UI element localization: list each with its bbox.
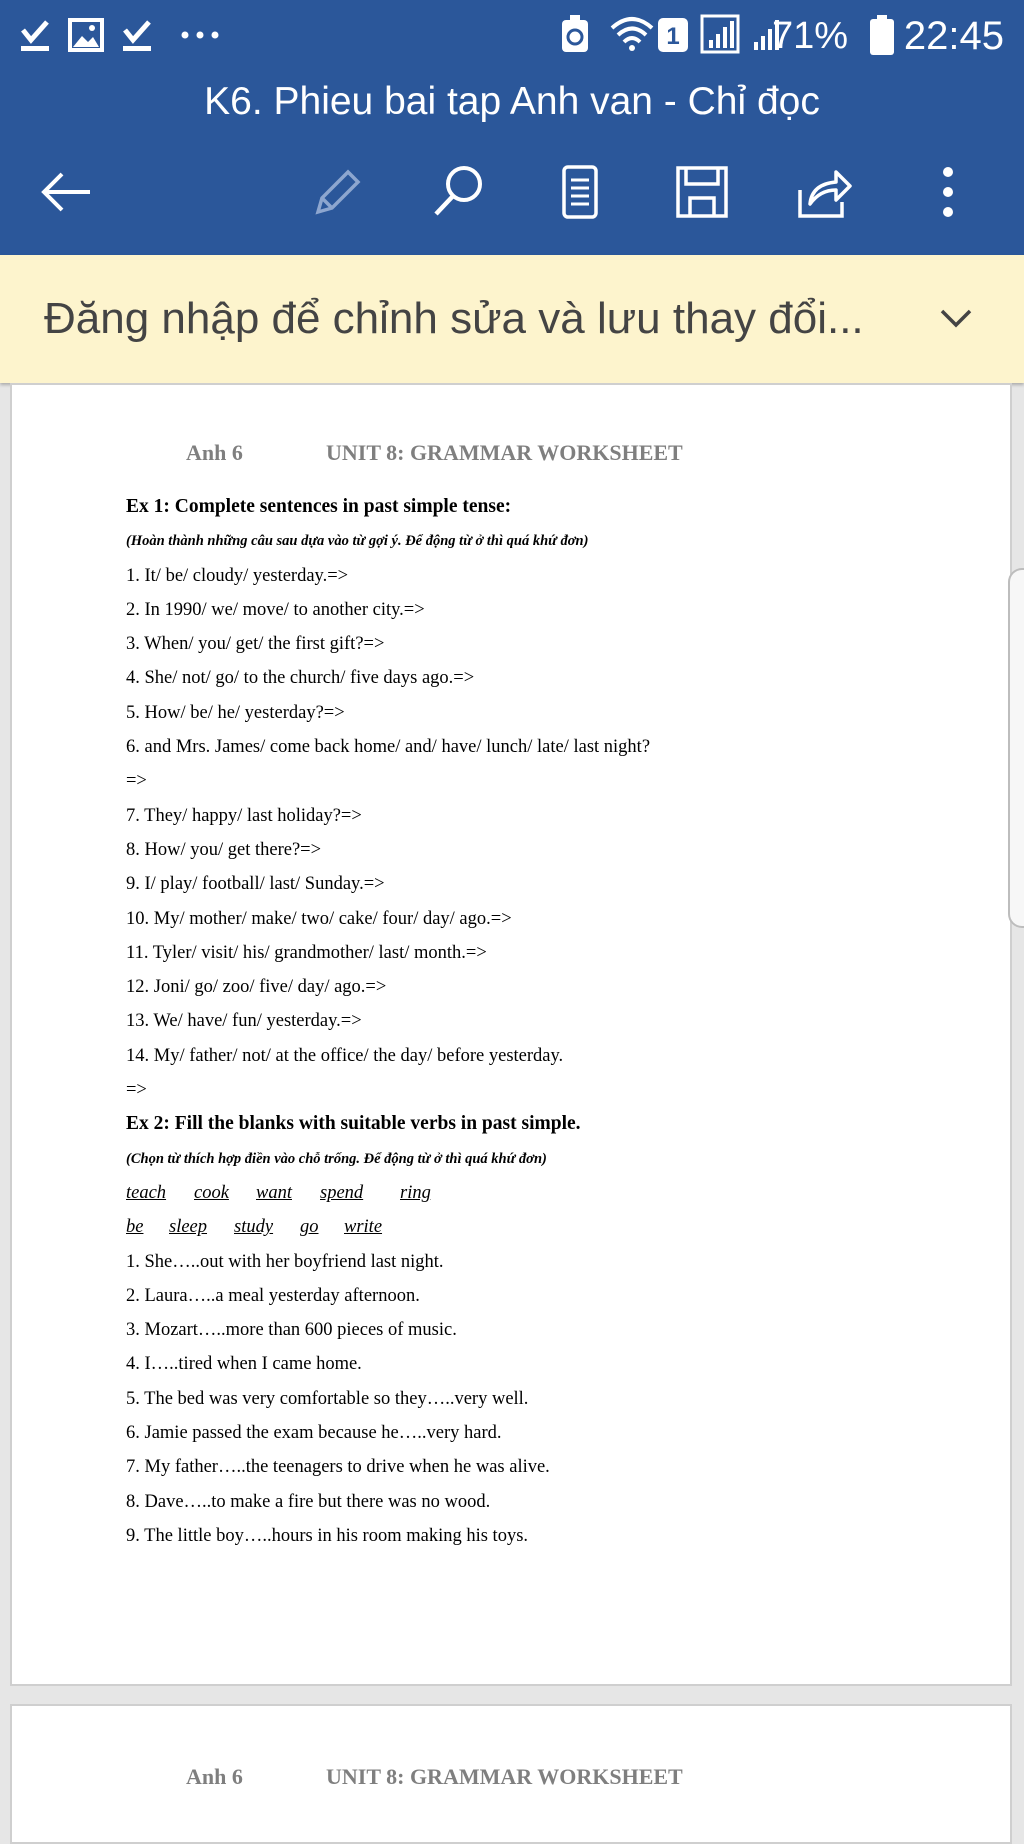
download-icon	[18, 18, 52, 54]
ex1-item: 13. We/ have/ fun/ yesterday.=>	[126, 1011, 362, 1032]
document-body	[126, 490, 986, 1553]
download-icon	[120, 18, 154, 54]
page-header-title: UNIT 8: GRAMMAR WORKSHEET	[326, 440, 683, 465]
ex2-item: 1. She…..out with her boyfriend last night.	[126, 1251, 444, 1272]
ex1-subtitle: (Hoàn thành những câu sau dựa vào từ gợi ý. Để động từ ở thì quá khứ đơn)	[126, 533, 589, 550]
word-bank-item: spend	[320, 1182, 364, 1203]
gallery-icon	[68, 18, 104, 52]
word-bank-item: teach	[126, 1182, 167, 1203]
edit-button[interactable]	[300, 156, 372, 228]
word-bank-item: go	[300, 1217, 319, 1238]
word-bank-item: study	[234, 1217, 274, 1238]
page-header-title: UNIT 8: GRAMMAR WORKSHEET	[326, 1764, 683, 1789]
battery-icon	[868, 14, 896, 56]
ex2-item: 7. My father…..the teenagers to drive when he was alive.	[126, 1457, 550, 1478]
ex1-item: 9. I/ play/ football/ last/ Sunday.=>	[126, 874, 385, 895]
save-button[interactable]	[666, 156, 738, 228]
page-header-left: Anh 6	[186, 1764, 243, 1789]
ex1-item: 5. How/ be/ he/ yesterday?=>	[126, 702, 345, 723]
ex1-item: 8. How/ you/ get there?=>	[126, 839, 322, 860]
ex2-item: 5. The bed was very comfortable so they…..very well.	[126, 1388, 529, 1409]
ex2-item: 6. Jamie passed the exam because he…..very hard.	[126, 1423, 502, 1444]
pencil-icon	[308, 164, 364, 220]
share-button[interactable]	[788, 156, 860, 228]
word-bank-item: ring	[400, 1182, 431, 1203]
ex2-item: 4. I…..tired when I came home.	[126, 1354, 362, 1375]
ex1-item: 7. They/ happy/ last holiday?=>	[126, 805, 362, 826]
document-page-2	[10, 1704, 1012, 1844]
ex1-item: =>	[126, 771, 147, 792]
recycle-icon	[560, 14, 590, 54]
word-bank-row	[126, 1176, 986, 1210]
status-bar	[0, 0, 1024, 72]
ex2-item: 9. The little boy…..hours in his room making his toys.	[126, 1525, 529, 1546]
sign-in-banner[interactable]	[0, 255, 1024, 383]
reading-view-button[interactable]	[544, 156, 616, 228]
word-bank-item: cook	[194, 1182, 229, 1203]
share-icon	[794, 164, 854, 220]
save-icon	[674, 164, 730, 220]
app-bar	[0, 0, 1024, 255]
reading-view-icon	[558, 164, 602, 220]
ex1-item: 4. She/ not/ go/ to the church/ five days ago.=>	[126, 668, 475, 689]
status-time: 22:45	[903, 13, 1004, 58]
ex1-item: 11. Tyler/ visit/ his/ grandmother/ last/ month.=>	[126, 942, 487, 963]
ex2-subtitle: (Chọn từ thích hợp điền vào chỗ trống. Để động từ ở thì quá khứ đơn)	[126, 1150, 547, 1167]
ex2-title: Ex 2: Fill the blanks with suitable verbs in past simple.	[126, 1113, 581, 1135]
ex1-item: 2. In 1990/ we/ move/ to another city.=>	[126, 599, 425, 620]
ex1-title: Ex 1: Complete sentences in past simple tense:	[126, 496, 512, 517]
word-bank-item: sleep	[169, 1217, 208, 1238]
scroll-handle[interactable]	[1008, 568, 1024, 928]
ex2-item: 2. Laura…..a meal yesterday afternoon.	[126, 1285, 420, 1306]
more-options-button[interactable]	[912, 156, 984, 228]
more-dots-icon	[180, 30, 220, 40]
back-button[interactable]	[30, 156, 102, 228]
document-page	[10, 383, 1012, 1686]
ex1-item: 3. When/ you/ get/ the first gift?=>	[126, 634, 385, 655]
word-bank-item: be	[126, 1217, 144, 1238]
search-icon	[428, 162, 488, 222]
word-bank-item: write	[344, 1217, 383, 1238]
ex1-item: 14. My/ father/ not/ at the office/ the day/ before yesterday.	[126, 1045, 564, 1066]
ex2-item: 3. Mozart…..more than 600 pieces of music.	[126, 1320, 457, 1341]
search-button[interactable]	[422, 156, 494, 228]
document-title: K6. Phieu bai tap Anh van - Chỉ đọc	[204, 80, 820, 123]
ex1-item: 12. Joni/ go/ zoo/ five/ day/ ago.=>	[126, 977, 387, 998]
ex1-item: 1. It/ be/ cloudy/ yesterday.=>	[126, 565, 349, 586]
page-header-left: Anh 6	[186, 440, 243, 465]
chevron-down-icon[interactable]	[936, 299, 976, 339]
back-arrow-icon	[38, 170, 94, 214]
ex1-item: 6. and Mrs. James/ come back home/ and/ have/ lunch/ late/ last night?	[126, 737, 651, 758]
more-vert-icon	[938, 164, 958, 220]
ex1-item: 10. My/ mother/ make/ two/ cake/ four/ day/ ago.=>	[126, 908, 512, 929]
battery-percent: 71%	[771, 14, 848, 57]
wifi-icon	[608, 14, 656, 54]
svg-text:1: 1	[666, 23, 680, 50]
sign-in-banner-text: Đăng nhập để chỉnh sửa và lưu thay đổi...	[44, 294, 864, 343]
ex2-item: 8. Dave…..to make a fire but there was no wood.	[126, 1491, 491, 1512]
ex1-item: =>	[126, 1080, 147, 1101]
sim-1-icon	[656, 16, 690, 54]
word-bank-row	[126, 1210, 986, 1244]
word-bank-item: want	[256, 1182, 292, 1203]
